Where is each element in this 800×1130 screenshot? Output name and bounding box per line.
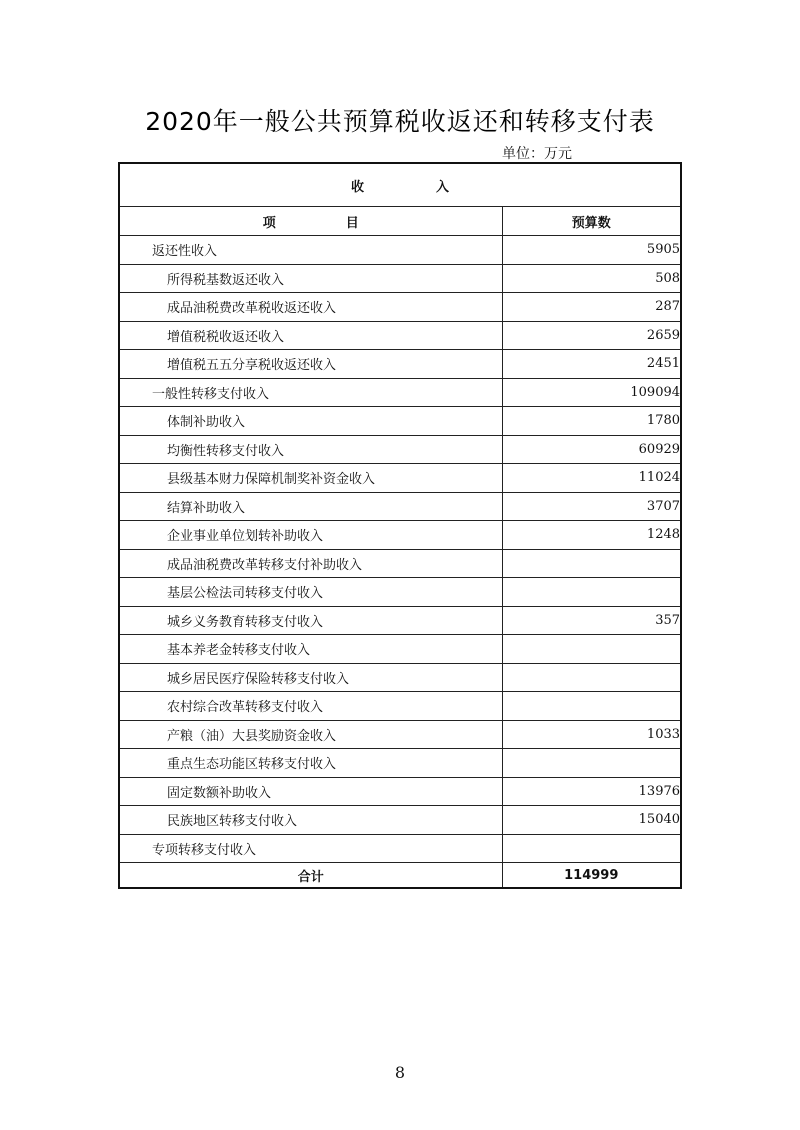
row-budget-value: 2659 xyxy=(502,321,681,350)
section-header: 收入 xyxy=(119,163,681,207)
row-item-name: 农村综合改革转移支付收入 xyxy=(119,692,502,721)
row-item-name: 增值税税收返还收入 xyxy=(119,321,502,350)
table-row xyxy=(119,321,681,350)
table-row xyxy=(119,720,681,749)
row-budget-value xyxy=(502,834,681,863)
row-item-name: 县级基本财力保障机制奖补资金收入 xyxy=(119,464,502,493)
row-budget-value: 13976 xyxy=(502,777,681,806)
row-item-name: 成品油税费改革税收返还收入 xyxy=(119,293,502,322)
row-item-name: 增值税五五分享税收返还收入 xyxy=(119,350,502,379)
row-item-name: 城乡义务教育转移支付收入 xyxy=(119,606,502,635)
row-item-name: 企业事业单位划转补助收入 xyxy=(119,521,502,550)
total-label: 合计 xyxy=(119,863,502,889)
row-item-name: 固定数额补助收入 xyxy=(119,777,502,806)
row-budget-value xyxy=(502,663,681,692)
row-budget-value: 287 xyxy=(502,293,681,322)
row-item-name: 基本养老金转移支付收入 xyxy=(119,635,502,664)
row-budget-value xyxy=(502,692,681,721)
table-row xyxy=(119,350,681,379)
row-item-name: 均衡性转移支付收入 xyxy=(119,435,502,464)
unit-label: 单位：万元 xyxy=(502,146,572,162)
row-budget-value: 1248 xyxy=(502,521,681,550)
table-row xyxy=(119,407,681,436)
table-row xyxy=(119,834,681,863)
budget-table xyxy=(118,162,682,889)
table-row xyxy=(119,378,681,407)
table-row xyxy=(119,435,681,464)
table-row xyxy=(119,521,681,550)
row-budget-value: 1033 xyxy=(502,720,681,749)
table-row xyxy=(119,293,681,322)
row-budget-value xyxy=(502,635,681,664)
row-item-name: 城乡居民医疗保险转移支付收入 xyxy=(119,663,502,692)
row-budget-value: 15040 xyxy=(502,806,681,835)
row-budget-value: 357 xyxy=(502,606,681,635)
table-row xyxy=(119,777,681,806)
row-item-name: 民族地区转移支付收入 xyxy=(119,806,502,835)
page-title: 2020年一般公共预算税收返还和转移支付表 xyxy=(145,107,655,136)
row-budget-value: 1780 xyxy=(502,407,681,436)
table-row xyxy=(119,464,681,493)
row-budget-value: 508 xyxy=(502,264,681,293)
column-header-item: 项目 xyxy=(119,207,502,236)
row-budget-value xyxy=(502,578,681,607)
table-row xyxy=(119,236,681,265)
row-budget-value: 60929 xyxy=(502,435,681,464)
section-header-row xyxy=(119,163,681,207)
table-row xyxy=(119,549,681,578)
table-row xyxy=(119,606,681,635)
column-header-amount: 预算数 xyxy=(502,207,681,236)
table-row xyxy=(119,806,681,835)
column-header-row xyxy=(119,207,681,236)
table-body xyxy=(119,236,681,863)
row-budget-value: 2451 xyxy=(502,350,681,379)
row-item-name: 成品油税费改革转移支付补助收入 xyxy=(119,549,502,578)
table-row xyxy=(119,578,681,607)
page-number: 8 xyxy=(394,1063,406,1082)
row-item-name: 基层公检法司转移支付收入 xyxy=(119,578,502,607)
row-item-name: 一般性转移支付收入 xyxy=(119,378,502,407)
row-item-name: 专项转移支付收入 xyxy=(119,834,502,863)
row-item-name: 返还性收入 xyxy=(119,236,502,265)
row-budget-value: 11024 xyxy=(502,464,681,493)
table-row xyxy=(119,492,681,521)
table-row xyxy=(119,749,681,778)
total-row xyxy=(119,863,681,889)
table-row xyxy=(119,635,681,664)
table-row xyxy=(119,264,681,293)
row-item-name: 所得税基数返还收入 xyxy=(119,264,502,293)
row-budget-value: 109094 xyxy=(502,378,681,407)
row-item-name: 重点生态功能区转移支付收入 xyxy=(119,749,502,778)
row-budget-value: 3707 xyxy=(502,492,681,521)
row-item-name: 体制补助收入 xyxy=(119,407,502,436)
table-row xyxy=(119,692,681,721)
row-item-name: 产粮（油）大县奖励资金收入 xyxy=(119,720,502,749)
row-budget-value xyxy=(502,549,681,578)
row-budget-value: 5905 xyxy=(502,236,681,265)
row-item-name: 结算补助收入 xyxy=(119,492,502,521)
total-value: 114999 xyxy=(502,863,681,889)
row-budget-value xyxy=(502,749,681,778)
table-row xyxy=(119,663,681,692)
